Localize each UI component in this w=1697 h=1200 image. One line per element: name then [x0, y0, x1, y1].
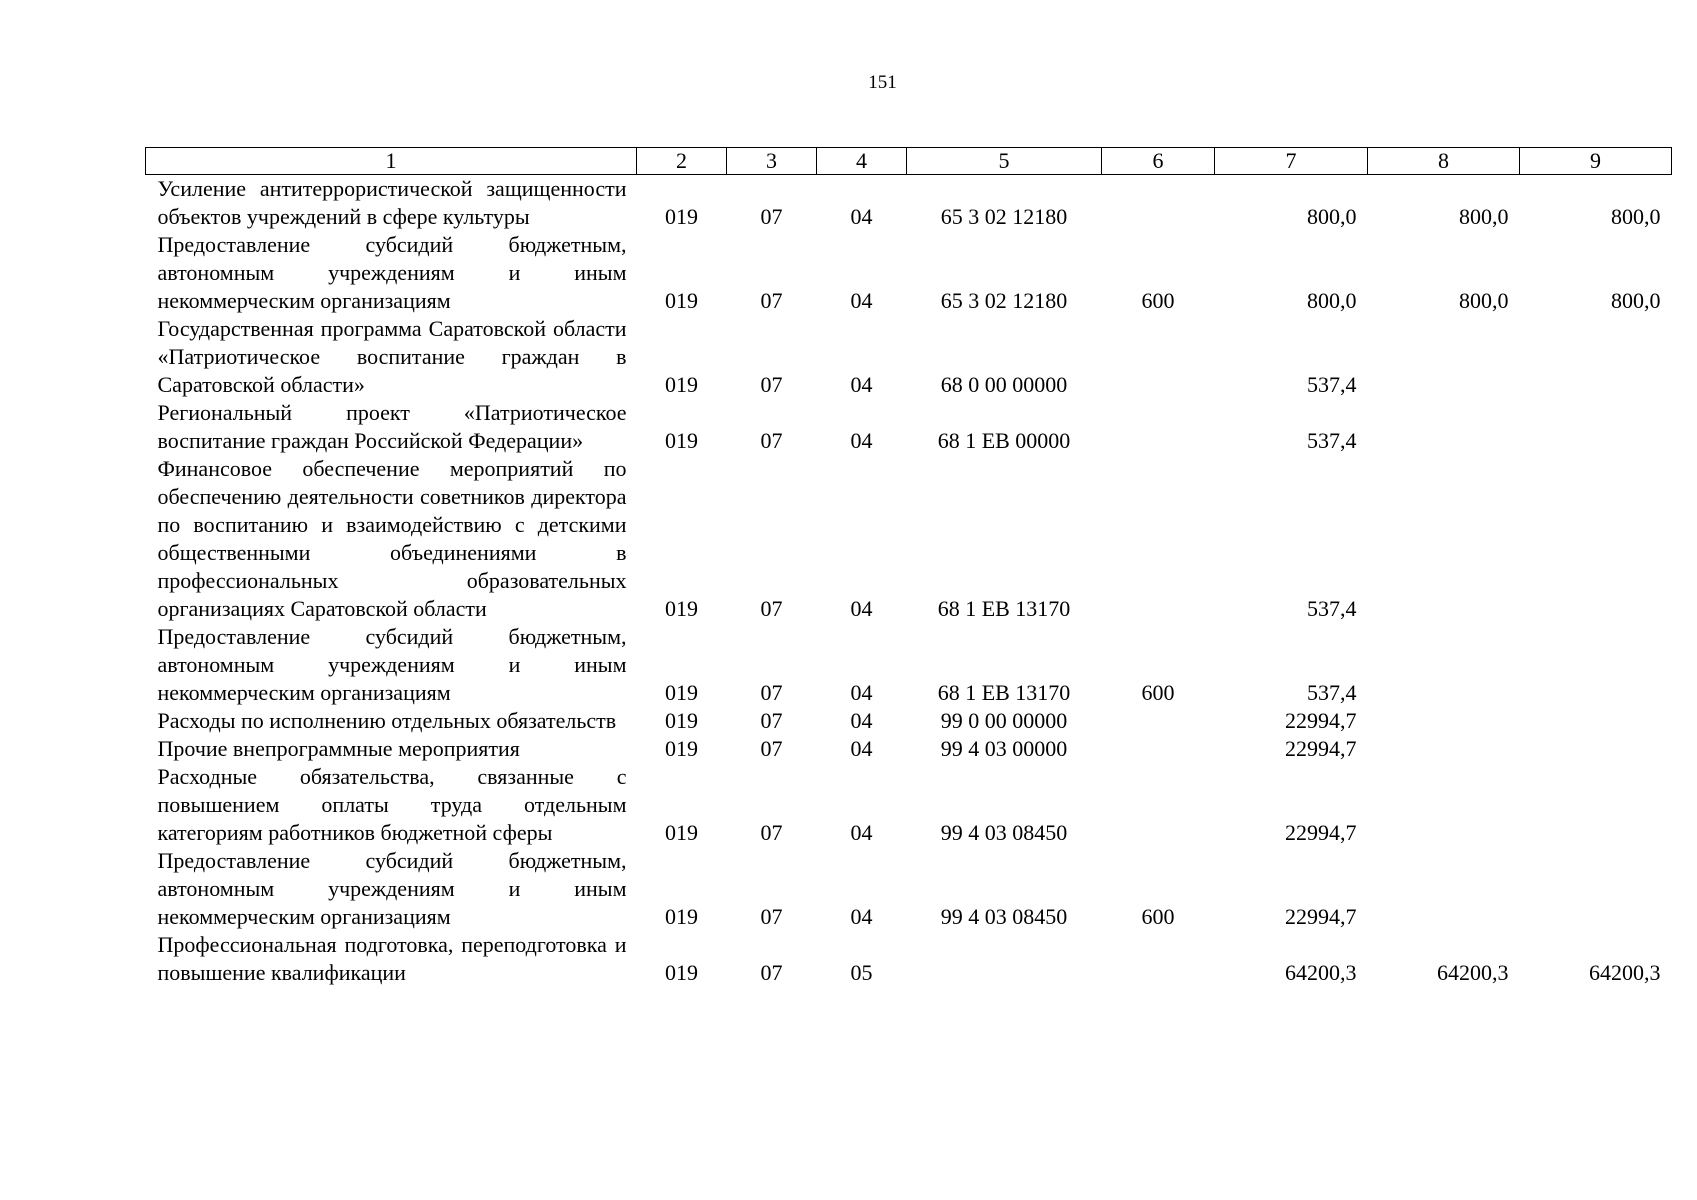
target-article-code [907, 931, 1102, 987]
target-article-code: 68 1 EВ 13170 [937, 680, 1071, 705]
amount-col8 [1368, 399, 1520, 455]
amount-col8: 64200,3 [1437, 960, 1509, 985]
table-row [146, 763, 1672, 847]
expense-type-code [1102, 399, 1215, 455]
expense-name: Усиление антитеррористической защищенности объектов учреждений в сфере культуры [157, 176, 627, 229]
expense-name: Прочие внепрограммные мероприятия [157, 736, 520, 761]
subsection-code: 04 [850, 820, 873, 845]
section-code: 07 [760, 372, 783, 397]
amount-col8: 800,0 [1459, 288, 1509, 313]
amount-col8 [1368, 623, 1520, 707]
amount-col9 [1520, 763, 1672, 847]
section-code: 07 [760, 904, 783, 929]
section-code: 07 [760, 428, 783, 453]
subsection-code: 04 [850, 680, 873, 705]
gr-code: 019 [665, 708, 698, 733]
target-article-code: 65 3 02 12180 [940, 288, 1068, 313]
gr-code: 019 [665, 820, 698, 845]
subsection-code: 04 [850, 288, 873, 313]
gr-code: 019 [665, 680, 698, 705]
column-header: 5 [907, 148, 1102, 175]
gr-code: 019 [665, 288, 698, 313]
table-row [146, 175, 1672, 232]
amount-col9: 64200,3 [1589, 960, 1661, 985]
target-article-code: 68 0 00 00000 [940, 372, 1068, 397]
expense-name: Государственная программа Саратовской области «Патриотическое воспитание граждан в Саратовской области» [157, 316, 627, 397]
expense-name: Предоставление субсидий бюджетным, автономным учреждениям и иным некоммерческим организациям [157, 232, 627, 313]
expense-name: Расходные обязательства, связанные с повышением оплаты труда отдельным категориям работников бюджетной сферы [157, 764, 627, 845]
expense-type-code: 600 [1141, 904, 1175, 929]
section-code: 07 [760, 960, 783, 985]
amount-col7: 64200,3 [1285, 960, 1357, 985]
expense-name: Региональный проект «Патриотическое воспитание граждан Российской Федерации» [157, 400, 627, 453]
expense-type-code [1102, 315, 1215, 399]
amount-col9 [1520, 847, 1672, 931]
section-code: 07 [760, 204, 783, 229]
amount-col7: 800,0 [1307, 204, 1357, 229]
page-number: 151 [868, 72, 897, 93]
gr-code: 019 [665, 904, 698, 929]
section-code: 07 [760, 736, 783, 761]
amount-col8 [1368, 847, 1520, 931]
table-row [146, 707, 1672, 735]
amount-col7: 537,4 [1307, 680, 1357, 705]
table-row [146, 931, 1672, 987]
target-article-code: 99 0 00 00000 [940, 708, 1068, 733]
expense-name: Предоставление субсидий бюджетным, автономным учреждениям и иным некоммерческим организациям [157, 624, 627, 705]
expense-type-code [1102, 735, 1215, 763]
column-number-header [146, 148, 1672, 175]
subsection-code: 04 [850, 372, 873, 397]
target-article-code: 99 4 03 08450 [940, 820, 1068, 845]
expense-type-code [1102, 707, 1215, 735]
amount-col7: 800,0 [1307, 288, 1357, 313]
gr-code: 019 [665, 204, 698, 229]
subsection-code: 04 [850, 904, 873, 929]
expense-type-code [1102, 175, 1215, 232]
amount-col9 [1520, 315, 1672, 399]
expense-type-code [1102, 455, 1215, 623]
amount-col9: 800,0 [1611, 288, 1661, 313]
target-article-code: 99 4 03 00000 [940, 736, 1068, 761]
budget-table [145, 147, 1672, 987]
section-code: 07 [760, 708, 783, 733]
target-article-code: 68 1 EВ 13170 [937, 596, 1071, 621]
amount-col7: 537,4 [1307, 372, 1357, 397]
table-row [146, 735, 1672, 763]
gr-code: 019 [665, 960, 698, 985]
amount-col7: 22994,7 [1285, 708, 1357, 733]
column-header: 7 [1215, 148, 1368, 175]
column-header: 4 [817, 148, 907, 175]
expense-type-code [1102, 763, 1215, 847]
table-row [146, 399, 1672, 455]
table-row [146, 623, 1672, 707]
amount-col9 [1520, 735, 1672, 763]
table-body [146, 175, 1672, 988]
amount-col9 [1520, 623, 1672, 707]
gr-code: 019 [665, 428, 698, 453]
target-article-code: 99 4 03 08450 [940, 904, 1068, 929]
amount-col7: 537,4 [1307, 428, 1357, 453]
amount-col8 [1368, 455, 1520, 623]
column-header: 1 [146, 148, 637, 175]
subsection-code: 05 [850, 960, 873, 985]
expense-type-code: 600 [1141, 680, 1175, 705]
gr-code: 019 [665, 372, 698, 397]
target-article-code: 65 3 02 12180 [940, 204, 1068, 229]
section-code: 07 [760, 288, 783, 313]
expense-name: Финансовое обеспечение мероприятий по обеспечению деятельности советников директора по воспитанию и взаимодействию с детскими общественными объединениями в профессиональных образовательных организациях Саратовской области [157, 456, 627, 621]
amount-col7: 537,4 [1307, 596, 1357, 621]
subsection-code: 04 [850, 204, 873, 229]
amount-col9: 800,0 [1611, 204, 1661, 229]
column-header: 8 [1368, 148, 1520, 175]
column-header: 9 [1520, 148, 1672, 175]
amount-col8 [1368, 763, 1520, 847]
amount-col8 [1368, 707, 1520, 735]
expense-type-code [1102, 931, 1215, 987]
table-row [146, 315, 1672, 399]
column-header: 6 [1102, 148, 1215, 175]
gr-code: 019 [665, 596, 698, 621]
gr-code: 019 [665, 736, 698, 761]
subsection-code: 04 [850, 596, 873, 621]
section-code: 07 [760, 596, 783, 621]
subsection-code: 04 [850, 428, 873, 453]
amount-col7: 22994,7 [1285, 904, 1357, 929]
subsection-code: 04 [850, 736, 873, 761]
expense-name: Расходы по исполнению отдельных обязательств [157, 708, 617, 733]
subsection-code: 04 [850, 708, 873, 733]
amount-col7: 22994,7 [1285, 820, 1357, 845]
amount-col8 [1368, 315, 1520, 399]
amount-col9 [1520, 399, 1672, 455]
section-code: 07 [760, 680, 783, 705]
amount-col9 [1520, 455, 1672, 623]
column-header: 2 [637, 148, 727, 175]
table-row [146, 231, 1672, 315]
table-row [146, 847, 1672, 931]
target-article-code: 68 1 EВ 00000 [937, 428, 1071, 453]
section-code: 07 [760, 820, 783, 845]
amount-col8: 800,0 [1459, 204, 1509, 229]
amount-col8 [1368, 735, 1520, 763]
table-row [146, 455, 1672, 623]
amount-col9 [1520, 707, 1672, 735]
column-header: 3 [727, 148, 817, 175]
expense-name: Предоставление субсидий бюджетным, автономным учреждениям и иным некоммерческим организациям [157, 848, 627, 929]
expense-name: Профессиональная подготовка, переподготовка и повышение квалификации [157, 932, 627, 985]
amount-col7: 22994,7 [1285, 736, 1357, 761]
expense-type-code: 600 [1141, 288, 1175, 313]
